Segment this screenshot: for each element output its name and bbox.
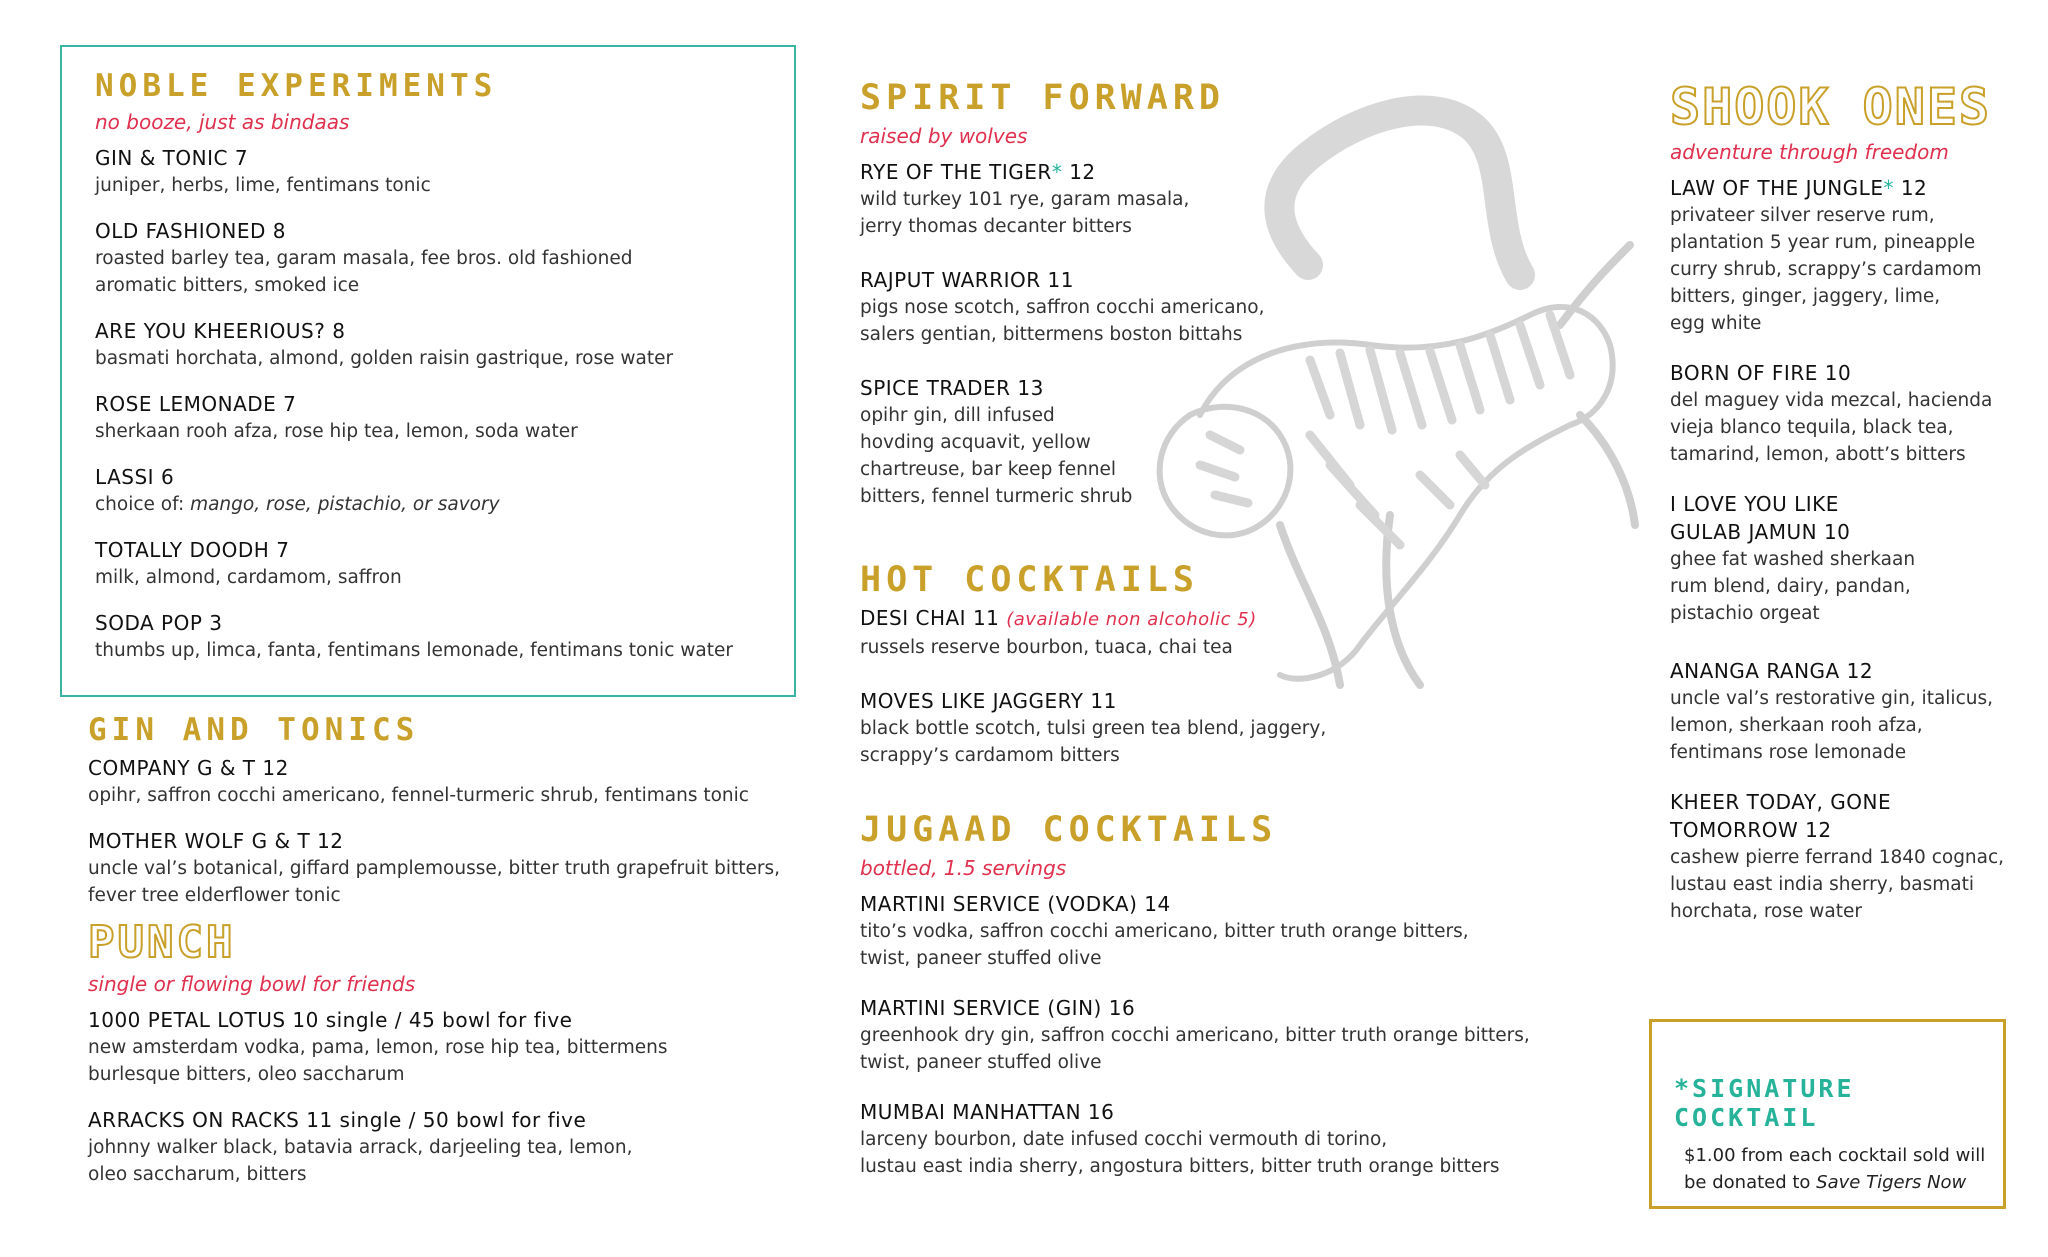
signature-star: *: [1051, 160, 1063, 184]
menu-item: [95, 536, 775, 591]
section-title: NOBLE EXPERIMENTS: [95, 68, 498, 104]
item-description: privateer silver reserve rum, plantation 5 year rum, pineapple curry shrub, scrappy’s cardamom bitters, ginger, jaggery, lime, egg white: [1670, 205, 1982, 334]
item-price: 11: [1090, 689, 1117, 713]
item-name: ANANGA RANGA: [1670, 659, 1840, 683]
section-title: SPIRIT FORWARD: [860, 78, 1226, 118]
item-description: [95, 491, 775, 518]
menu-item: [1670, 657, 2040, 766]
menu-item: [860, 890, 1540, 972]
item-description: greenhook dry gin, saffron cocchi americano, bitter truth orange bitters, twist, paneer stuffed olive: [860, 1025, 1530, 1073]
item-price: 7: [234, 146, 249, 170]
item-price: 12: [1900, 176, 1928, 200]
menu-item: [860, 604, 1460, 661]
item-name: ARRACKS ON RACKS: [88, 1108, 300, 1132]
item-name: SODA POP: [95, 611, 203, 635]
item-name: 1000 PETAL LOTUS: [88, 1008, 286, 1032]
item-price: 3: [209, 611, 223, 635]
section-tagline: adventure through freedom: [1670, 140, 1949, 164]
item-name: MARTINI SERVICE (GIN): [860, 996, 1102, 1020]
item-price: 8: [272, 219, 286, 243]
item-description: cashew pierre ferrand 1840 cognac, lustau east india sherry, basmati horchata, rose water: [1670, 847, 2005, 922]
item-price: 7: [283, 392, 297, 416]
item-description: basmati horchata, almond, golden raisin gastrique, rose water: [95, 348, 674, 369]
menu-item: [860, 687, 1460, 769]
item-name: GULAB JAMUN: [1670, 520, 1818, 544]
menu-item: [1670, 788, 2040, 925]
signature-line-1: $1.00 from each cocktail sold will: [1684, 1145, 1986, 1166]
item-name: SPICE TRADER: [860, 376, 1011, 400]
item-description: tito’s vodka, saffron cocchi americano, bitter truth orange bitters, twist, paneer stuffed olive: [860, 921, 1469, 969]
item-description: roasted barley tea, garam masala, fee bros. old fashioned aromatic bitters, smoked ice: [95, 248, 633, 296]
item-description: larceny bourbon, date infused cocchi vermouth di torino, lustau east india sherry, angostura bitters, bitter truth orange bitters: [860, 1129, 1500, 1177]
item-description: uncle val’s botanical, giffard pamplemousse, bitter truth grapefruit bitters, fever tree elderflower tonic: [88, 858, 781, 906]
jugaad-cocktails-section: [860, 810, 1540, 1198]
item-description: del maguey vida mezcal, hacienda vieja blanco tequila, black tea, tamarind, lemon, abott’s bitters: [1670, 390, 1993, 465]
section-title: HOT COCKTAILS: [860, 560, 1199, 600]
item-name: MUMBAI MANHATTAN: [860, 1100, 1082, 1124]
gin-and-tonics-section: [88, 712, 788, 927]
menu-item: [860, 374, 1460, 510]
menu-item: [95, 217, 775, 299]
signature-line-2-prefix: be donated to: [1684, 1172, 1817, 1193]
menu-item: [95, 317, 775, 372]
item-description: opihr gin, dill infused hovding acquavit, yellow chartreuse, bar keep fennel bitters, fennel turmeric shrub: [860, 405, 1133, 507]
noble-experiments-section: [95, 68, 775, 682]
item-price: 12: [1805, 818, 1832, 842]
spirit-forward-section: [860, 78, 1460, 528]
item-description-options: mango, rose, pistachio, or savory: [190, 494, 500, 515]
item-price: 10: [1823, 520, 1851, 544]
menu-item: [1670, 174, 2040, 337]
item-price: 11 single / 50 bowl for five: [306, 1108, 587, 1132]
item-price: 12: [1069, 160, 1096, 184]
item-price: 7: [276, 538, 290, 562]
item-name: MARTINI SERVICE (VODKA): [860, 892, 1138, 916]
item-name-line1: KHEER TODAY, GONE: [1670, 790, 1892, 814]
item-description-prefix: choice of:: [95, 494, 191, 515]
item-description: ghee fat washed sherkaan rum blend, dairy, pandan, pistachio orgeat: [1670, 549, 1916, 624]
item-price: 6: [160, 465, 175, 489]
section-title: SHOOK ONES: [1670, 78, 1992, 136]
item-price: 11: [972, 606, 1000, 630]
menu-item: [88, 1106, 788, 1188]
item-name: LASSI: [95, 465, 155, 489]
item-price: 16: [1087, 1100, 1115, 1124]
menu-item: [88, 827, 788, 909]
item-description: opihr, saffron cocchi americano, fennel-turmeric shrub, fentimans tonic: [88, 785, 749, 806]
menu-item: [95, 463, 775, 518]
item-name: TOTALLY DOODH: [95, 538, 270, 562]
signature-charity: Save Tigers Now: [1816, 1172, 1967, 1193]
item-name: ROSE LEMONADE: [95, 392, 277, 416]
item-name: GIN & TONIC: [95, 146, 228, 170]
punch-section: [88, 917, 788, 1206]
item-name: TOMORROW: [1670, 818, 1799, 842]
menu-item: [88, 754, 788, 809]
section-tagline: raised by wolves: [860, 124, 1028, 148]
menu-item: [95, 144, 775, 199]
item-name: MOVES LIKE JAGGERY: [860, 689, 1084, 713]
signature-cocktail-box: [1649, 1019, 2006, 1209]
item-description: russels reserve bourbon, tuaca, chai tea: [860, 637, 1233, 658]
item-price: 8: [332, 319, 346, 343]
item-price: 11: [1047, 268, 1074, 292]
signature-title: *SIGNATURE COCKTAIL: [1674, 1074, 1855, 1132]
menu-item: [860, 1098, 1540, 1180]
item-name: ARE YOU KHEERIOUS?: [95, 319, 326, 343]
item-name: RYE OF THE TIGER: [860, 160, 1052, 184]
item-name: MOTHER WOLF G & T: [88, 829, 311, 853]
menu-item: [1670, 359, 2040, 468]
item-name: COMPANY G & T: [88, 756, 256, 780]
section-title: PUNCH: [88, 917, 236, 968]
item-description: pigs nose scotch, saffron cocchi americano, salers gentian, bittermens boston bittahs: [860, 297, 1265, 345]
item-description: thumbs up, limca, fanta, fentimans lemonade, fentimans tonic water: [95, 640, 733, 661]
menu-item: [88, 1006, 788, 1088]
item-description: uncle val’s restorative gin, italicus, lemon, sherkaan rooh afza, fentimans rose lemonade: [1670, 688, 1993, 763]
item-name-line1: I LOVE YOU LIKE: [1670, 492, 1839, 516]
item-price: 12: [1846, 659, 1874, 683]
item-description: wild turkey 101 rye, garam masala, jerry thomas decanter bitters: [860, 189, 1190, 237]
item-price: 16: [1108, 996, 1136, 1020]
section-tagline: single or flowing bowl for friends: [88, 972, 416, 996]
item-price: 12: [317, 829, 344, 853]
section-title: GIN AND TONICS: [88, 712, 420, 748]
item-description: sherkaan rooh afza, rose hip tea, lemon, soda water: [95, 421, 578, 442]
item-alt-note: (available non alcoholic 5): [1006, 609, 1257, 630]
item-name: OLD FASHIONED: [95, 219, 266, 243]
item-price: 13: [1017, 376, 1044, 400]
item-description: johnny walker black, batavia arrack, darjeeling tea, lemon, oleo saccharum, bitters: [88, 1137, 633, 1185]
shook-ones-section: [1670, 80, 2040, 943]
hot-cocktails-section: [860, 560, 1460, 787]
item-description: juniper, herbs, lime, fentimans tonic: [95, 175, 431, 196]
item-price: 14: [1144, 892, 1171, 916]
item-price: 12: [262, 756, 289, 780]
menu-item: [860, 266, 1460, 348]
item-name: LAW OF THE JUNGLE: [1670, 176, 1884, 200]
item-description: new amsterdam vodka, pama, lemon, rose hip tea, bittermens burlesque bitters, oleo saccharum: [88, 1037, 668, 1085]
item-name: RAJPUT WARRIOR: [860, 268, 1041, 292]
menu-item: [860, 158, 1460, 240]
item-description: milk, almond, cardamom, saffron: [95, 567, 402, 588]
section-tagline: bottled, 1.5 servings: [860, 856, 1067, 880]
menu-item: [95, 390, 775, 445]
menu-item: [860, 994, 1540, 1076]
signature-star: *: [1883, 176, 1894, 200]
item-price: 10 single / 45 bowl for five: [292, 1008, 573, 1032]
signature-line-2: [1674, 1169, 2003, 1196]
item-name: DESI CHAI: [860, 606, 967, 630]
item-description: black bottle scotch, tulsi green tea blend, jaggery, scrappy’s cardamom bitters: [860, 718, 1327, 766]
item-price: 10: [1824, 361, 1852, 385]
menu-item: [95, 609, 775, 664]
item-name: BORN OF FIRE: [1670, 361, 1818, 385]
section-title: JUGAAD COCKTAILS: [860, 810, 1278, 850]
menu-item: [1670, 490, 2040, 627]
section-tagline: no booze, just as bindaas: [95, 110, 350, 134]
